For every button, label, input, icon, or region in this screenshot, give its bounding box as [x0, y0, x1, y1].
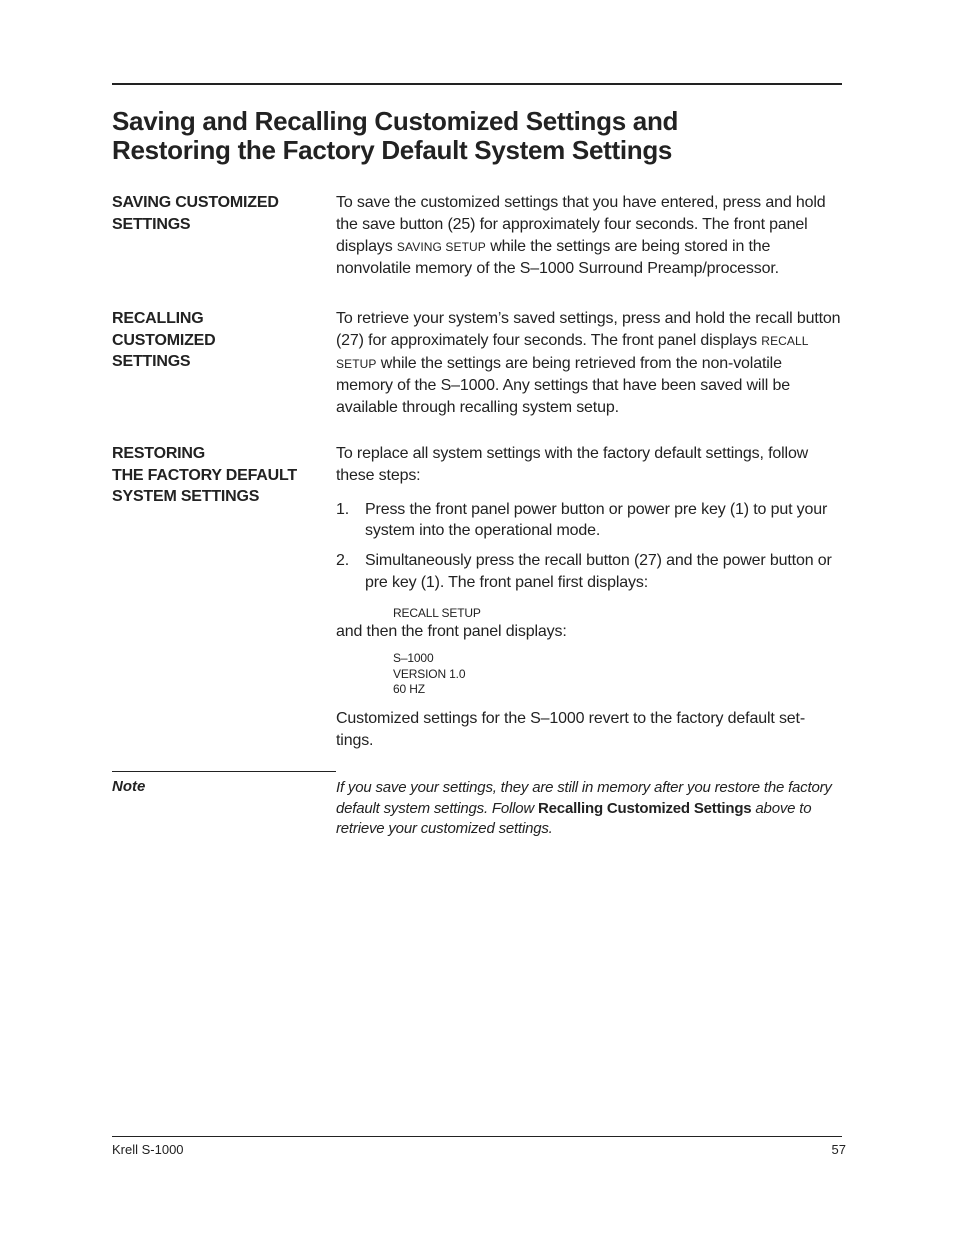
- saving-heading: [112, 192, 317, 235]
- saving-heading-line-1: SAVING CUSTOMIZED: [112, 194, 279, 211]
- title-line-2: Restoring the Factory Default System Settings: [112, 135, 673, 165]
- saving-text-b: while the settings are being stored in the nonvolatile memory of the S–1000 Surround Preamp/processor.: [336, 237, 779, 278]
- restoring-heading-line-3: SYSTEM SETTINGS: [112, 488, 260, 505]
- front-panel-display-2: [393, 651, 842, 698]
- restoring-conclusion: Customized settings for the S–1000 revert to the factory default set-tings.: [336, 709, 806, 749]
- display-line: 60 HZ: [393, 682, 425, 697]
- footer-product-name: Krell S-1000: [112, 1142, 184, 1157]
- step-text: Simultaneously press the recall button (27) and the power button or pre key (1). The front panel first displays:: [365, 552, 832, 591]
- display-line: RECALL SETUP: [393, 605, 481, 620]
- recalling-body: [336, 308, 842, 419]
- display-line: S–1000: [393, 651, 434, 666]
- recalling-paragraph: [336, 308, 842, 419]
- footer-rule: [112, 1136, 842, 1137]
- recalling-heading: [112, 308, 317, 373]
- top-rule: [112, 83, 842, 85]
- display-line: VERSION 1.0: [393, 666, 466, 681]
- note-text: [336, 778, 846, 840]
- recalling-text-a: To retrieve your system’s saved settings, press and hold the recall button (27) for approximately four seconds. The front panel displays: [336, 310, 841, 349]
- note-bold-reference: Recalling Customized Settings: [538, 799, 752, 817]
- recalling-text-b: while the settings are being retrieved from the non-volatile memory of the S–1000. Any settings that have been saved will be available through recalling system setup.: [336, 354, 790, 417]
- recalling-heading-line-3: SETTINGS: [112, 353, 191, 370]
- restoring-steps: [336, 499, 842, 594]
- restoring-heading-line-1: RESTORING: [112, 445, 206, 462]
- recalling-display-smallcaps: RECALL SETUP: [336, 333, 809, 371]
- title-line-1: Saving and Recalling Customized Settings and: [112, 106, 679, 136]
- step-item: [336, 499, 842, 543]
- step-number: 1.: [336, 500, 350, 518]
- then-text: and then the front panel displays:: [336, 623, 567, 641]
- note-text-b: above to retrieve your customized settings.: [336, 799, 812, 837]
- note-text-a: If you save your settings, they are still in memory after you restore the factory default system settings. Follow: [336, 779, 832, 817]
- saving-display-smallcaps: SAVING SETUP: [396, 239, 486, 254]
- note-rule: [112, 771, 336, 772]
- note-label: Note: [112, 778, 146, 795]
- saving-body: [336, 192, 842, 280]
- page-title: [112, 107, 842, 165]
- page-number: 57: [831, 1142, 846, 1157]
- step-item: [336, 550, 842, 594]
- restoring-intro: To replace all system settings with the factory default settings, follow these steps:: [336, 445, 809, 484]
- restoring-body: [336, 443, 842, 752]
- saving-paragraph: [336, 192, 842, 280]
- saving-heading-line-2: SETTINGS: [112, 215, 191, 233]
- saving-text-a: To save the customized settings that you have entered, press and hold the save button (25) for approximately four seconds. The front panel displays: [336, 194, 826, 255]
- recalling-heading-line-2: CUSTOMIZED: [112, 331, 216, 349]
- recalling-heading-line-1: RECALLING: [112, 310, 204, 327]
- step-text: Press the front panel power button or power pre key (1) to put your system into the operational mode.: [365, 500, 828, 540]
- restoring-heading-line-2: THE FACTORY DEFAULT: [112, 466, 297, 484]
- step-number: 2.: [336, 552, 350, 570]
- restoring-heading: [112, 443, 317, 508]
- front-panel-display-1: [393, 606, 842, 622]
